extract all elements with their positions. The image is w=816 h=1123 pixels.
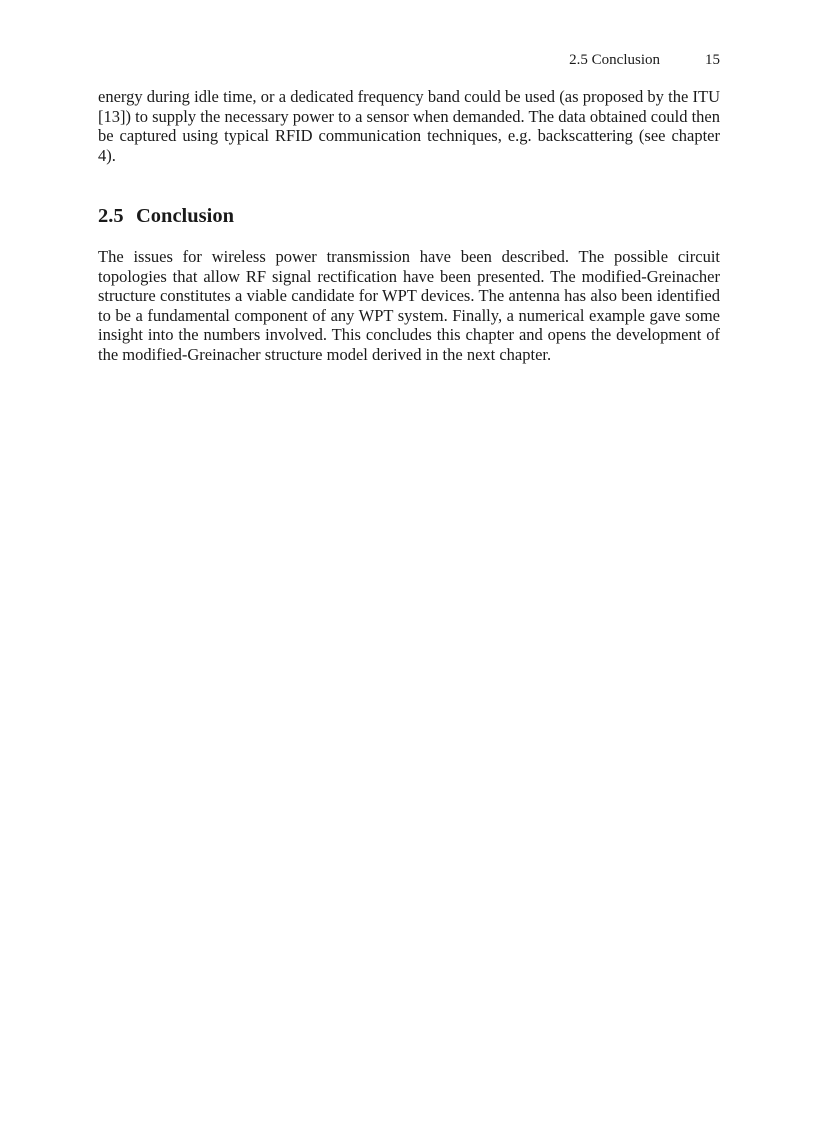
conclusion-paragraph: The issues for wireless power transmission have been described. The possible circuit topologies that allow RF signal rectification have been presented. The modified-Greinacher structure constitutes a viable candidate for WPT devices. The antenna has also been identified to be a fundamental component of any WPT system. Finally, a numerical example gave some insight into the numbers involved. This concludes this chapter and opens the development of the modified-Greinacher structure model derived in the next chapter. bbox=[98, 247, 720, 364]
running-header-section-title: 2.5 Conclusion bbox=[569, 52, 660, 68]
section-heading bbox=[98, 204, 234, 228]
page-number: 15 bbox=[705, 52, 720, 68]
section-title: Conclusion bbox=[136, 205, 234, 227]
running-header bbox=[98, 50, 720, 70]
continuation-paragraph: energy during idle time, or a dedicated frequency band could be used (as proposed by the ITU [13]) to supply the necessary power to a sensor when demanded. The data obtained could then be captured using typical RFID communication techniques, e.g. backscattering (see chapter 4). bbox=[98, 87, 720, 165]
section-number: 2.5 bbox=[98, 205, 124, 227]
